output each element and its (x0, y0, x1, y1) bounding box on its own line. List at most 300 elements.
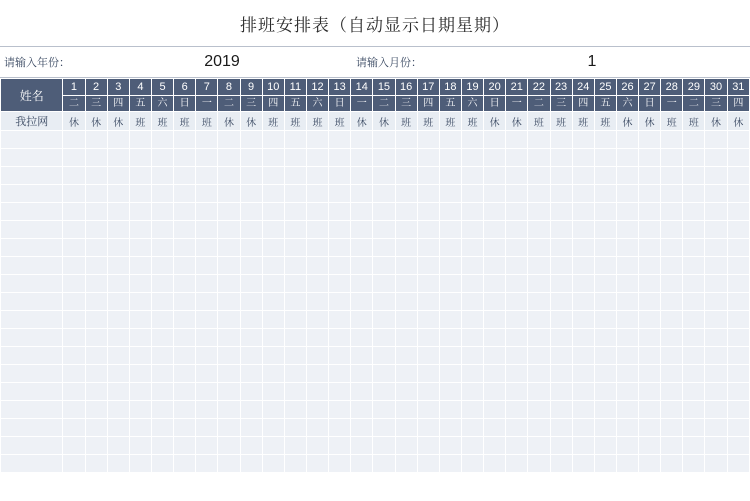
table-row[interactable] (1, 239, 750, 257)
shift-cell[interactable] (683, 311, 705, 329)
shift-cell[interactable] (528, 401, 550, 419)
shift-cell[interactable] (373, 419, 395, 437)
shift-cell[interactable] (506, 293, 528, 311)
shift-cell[interactable] (661, 149, 683, 167)
shift-cell[interactable] (683, 221, 705, 239)
shift-cell[interactable] (683, 455, 705, 473)
shift-cell[interactable] (329, 455, 351, 473)
shift-cell[interactable] (661, 329, 683, 347)
shift-cell[interactable] (174, 167, 196, 185)
shift-cell[interactable] (439, 437, 461, 455)
shift-cell[interactable] (661, 311, 683, 329)
shift-cell[interactable] (373, 383, 395, 401)
shift-cell[interactable] (661, 275, 683, 293)
shift-cell[interactable] (417, 275, 439, 293)
shift-cell[interactable] (63, 347, 85, 365)
shift-cell[interactable]: 班 (196, 112, 218, 131)
shift-cell[interactable] (616, 293, 638, 311)
shift-cell[interactable] (439, 383, 461, 401)
shift-cell[interactable] (705, 455, 727, 473)
shift-cell[interactable] (683, 149, 705, 167)
shift-cell[interactable] (705, 149, 727, 167)
shift-cell[interactable] (484, 149, 506, 167)
shift-cell[interactable] (439, 275, 461, 293)
shift-cell[interactable] (107, 365, 129, 383)
shift-cell[interactable] (572, 149, 594, 167)
shift-cell[interactable] (395, 293, 417, 311)
shift-cell[interactable] (240, 437, 262, 455)
shift-cell[interactable] (240, 239, 262, 257)
shift-cell[interactable]: 休 (484, 112, 506, 131)
shift-cell[interactable] (129, 149, 151, 167)
shift-cell[interactable] (550, 329, 572, 347)
shift-cell[interactable] (572, 437, 594, 455)
shift-cell[interactable] (196, 167, 218, 185)
shift-cell[interactable] (705, 203, 727, 221)
shift-cell[interactable] (639, 293, 661, 311)
shift-cell[interactable] (661, 203, 683, 221)
shift-cell[interactable] (550, 437, 572, 455)
shift-cell[interactable] (395, 401, 417, 419)
shift-cell[interactable] (284, 149, 306, 167)
shift-cell[interactable] (683, 365, 705, 383)
shift-cell[interactable] (594, 365, 616, 383)
shift-cell[interactable] (506, 401, 528, 419)
shift-cell[interactable] (594, 275, 616, 293)
shift-cell[interactable] (351, 257, 373, 275)
shift-cell[interactable] (528, 293, 550, 311)
shift-cell[interactable] (683, 293, 705, 311)
shift-cell[interactable] (461, 149, 483, 167)
shift-cell[interactable] (107, 257, 129, 275)
shift-cell[interactable] (594, 401, 616, 419)
shift-cell[interactable] (616, 401, 638, 419)
shift-cell[interactable] (107, 437, 129, 455)
shift-cell[interactable] (240, 203, 262, 221)
shift-cell[interactable] (461, 437, 483, 455)
shift-cell[interactable]: 班 (129, 112, 151, 131)
shift-cell[interactable]: 班 (417, 112, 439, 131)
employee-name[interactable] (1, 149, 63, 167)
shift-cell[interactable]: 班 (284, 112, 306, 131)
shift-cell[interactable] (129, 365, 151, 383)
shift-cell[interactable] (351, 293, 373, 311)
table-row[interactable] (1, 419, 750, 437)
shift-cell[interactable] (661, 455, 683, 473)
shift-cell[interactable] (417, 437, 439, 455)
shift-cell[interactable] (284, 437, 306, 455)
table-row[interactable] (1, 437, 750, 455)
shift-cell[interactable] (85, 311, 107, 329)
shift-cell[interactable] (174, 383, 196, 401)
employee-name[interactable] (1, 293, 63, 311)
shift-cell[interactable]: 班 (528, 112, 550, 131)
shift-cell[interactable] (550, 203, 572, 221)
shift-cell[interactable] (174, 419, 196, 437)
shift-cell[interactable] (174, 149, 196, 167)
shift-cell[interactable] (506, 167, 528, 185)
shift-cell[interactable] (484, 185, 506, 203)
shift-cell[interactable] (107, 329, 129, 347)
table-row[interactable] (1, 329, 750, 347)
shift-cell[interactable] (594, 239, 616, 257)
shift-cell[interactable] (174, 131, 196, 149)
shift-cell[interactable] (373, 437, 395, 455)
shift-cell[interactable] (616, 131, 638, 149)
shift-cell[interactable] (639, 437, 661, 455)
shift-cell[interactable] (484, 329, 506, 347)
shift-cell[interactable] (196, 311, 218, 329)
shift-cell[interactable] (262, 239, 284, 257)
shift-cell[interactable] (705, 167, 727, 185)
shift-cell[interactable] (727, 239, 749, 257)
shift-cell[interactable] (506, 131, 528, 149)
shift-cell[interactable] (196, 131, 218, 149)
shift-cell[interactable] (85, 167, 107, 185)
shift-cell[interactable] (174, 221, 196, 239)
shift-cell[interactable] (63, 131, 85, 149)
shift-cell[interactable] (107, 383, 129, 401)
shift-cell[interactable] (727, 221, 749, 239)
shift-cell[interactable] (151, 185, 173, 203)
employee-name[interactable] (1, 257, 63, 275)
shift-cell[interactable] (351, 455, 373, 473)
shift-cell[interactable] (550, 239, 572, 257)
shift-cell[interactable] (151, 239, 173, 257)
shift-cell[interactable] (484, 257, 506, 275)
shift-cell[interactable] (616, 239, 638, 257)
shift-cell[interactable] (196, 437, 218, 455)
shift-cell[interactable] (661, 131, 683, 149)
shift-cell[interactable] (373, 293, 395, 311)
shift-cell[interactable] (417, 149, 439, 167)
shift-cell[interactable] (373, 347, 395, 365)
shift-cell[interactable] (306, 149, 328, 167)
shift-cell[interactable] (262, 221, 284, 239)
shift-cell[interactable]: 休 (639, 112, 661, 131)
employee-name[interactable] (1, 329, 63, 347)
shift-cell[interactable] (439, 239, 461, 257)
shift-cell[interactable] (174, 455, 196, 473)
shift-cell[interactable] (373, 401, 395, 419)
shift-cell[interactable] (705, 275, 727, 293)
shift-cell[interactable] (85, 347, 107, 365)
shift-cell[interactable] (727, 437, 749, 455)
shift-cell[interactable] (218, 383, 240, 401)
shift-cell[interactable] (550, 257, 572, 275)
shift-cell[interactable] (240, 329, 262, 347)
shift-cell[interactable] (661, 239, 683, 257)
shift-cell[interactable] (284, 185, 306, 203)
shift-cell[interactable] (727, 419, 749, 437)
shift-cell[interactable] (639, 149, 661, 167)
employee-name[interactable] (1, 221, 63, 239)
shift-cell[interactable] (329, 383, 351, 401)
shift-cell[interactable]: 班 (572, 112, 594, 131)
shift-cell[interactable] (461, 239, 483, 257)
shift-cell[interactable] (550, 221, 572, 239)
shift-cell[interactable] (727, 365, 749, 383)
shift-cell[interactable] (572, 275, 594, 293)
shift-cell[interactable] (240, 347, 262, 365)
shift-cell[interactable] (506, 419, 528, 437)
shift-cell[interactable] (85, 203, 107, 221)
shift-cell[interactable] (107, 131, 129, 149)
shift-cell[interactable] (395, 185, 417, 203)
shift-cell[interactable] (639, 311, 661, 329)
shift-cell[interactable] (484, 455, 506, 473)
shift-cell[interactable] (151, 455, 173, 473)
shift-cell[interactable] (506, 383, 528, 401)
shift-cell[interactable] (616, 167, 638, 185)
shift-cell[interactable] (262, 185, 284, 203)
shift-cell[interactable] (661, 185, 683, 203)
shift-cell[interactable] (151, 311, 173, 329)
shift-cell[interactable] (727, 329, 749, 347)
shift-cell[interactable] (661, 365, 683, 383)
shift-cell[interactable] (329, 329, 351, 347)
shift-cell[interactable] (439, 221, 461, 239)
shift-cell[interactable] (284, 311, 306, 329)
shift-cell[interactable] (594, 167, 616, 185)
shift-cell[interactable] (107, 275, 129, 293)
shift-cell[interactable] (395, 347, 417, 365)
shift-cell[interactable] (107, 401, 129, 419)
shift-cell[interactable] (329, 257, 351, 275)
shift-cell[interactable] (129, 185, 151, 203)
shift-cell[interactable] (151, 329, 173, 347)
shift-cell[interactable] (461, 401, 483, 419)
shift-cell[interactable] (550, 401, 572, 419)
shift-cell[interactable] (85, 419, 107, 437)
shift-cell[interactable] (439, 131, 461, 149)
shift-cell[interactable] (85, 149, 107, 167)
shift-cell[interactable] (461, 455, 483, 473)
shift-cell[interactable] (395, 455, 417, 473)
shift-cell[interactable] (151, 203, 173, 221)
shift-cell[interactable] (351, 419, 373, 437)
shift-cell[interactable] (528, 311, 550, 329)
shift-cell[interactable] (351, 437, 373, 455)
shift-cell[interactable] (85, 221, 107, 239)
shift-cell[interactable] (262, 365, 284, 383)
shift-cell[interactable] (439, 365, 461, 383)
shift-cell[interactable] (329, 293, 351, 311)
shift-cell[interactable] (63, 293, 85, 311)
shift-cell[interactable] (639, 203, 661, 221)
shift-cell[interactable] (683, 329, 705, 347)
shift-cell[interactable] (196, 329, 218, 347)
shift-cell[interactable] (63, 167, 85, 185)
shift-cell[interactable] (373, 131, 395, 149)
shift-cell[interactable] (461, 365, 483, 383)
shift-cell[interactable]: 休 (506, 112, 528, 131)
shift-cell[interactable] (683, 131, 705, 149)
table-row[interactable] (1, 149, 750, 167)
shift-cell[interactable] (284, 257, 306, 275)
shift-cell[interactable]: 休 (727, 112, 749, 131)
shift-cell[interactable] (461, 347, 483, 365)
shift-cell[interactable] (151, 347, 173, 365)
shift-cell[interactable] (151, 419, 173, 437)
shift-cell[interactable] (196, 185, 218, 203)
table-row[interactable] (1, 365, 750, 383)
shift-cell[interactable] (240, 419, 262, 437)
shift-cell[interactable] (461, 329, 483, 347)
shift-cell[interactable] (218, 455, 240, 473)
shift-cell[interactable] (63, 239, 85, 257)
shift-cell[interactable] (639, 185, 661, 203)
shift-cell[interactable]: 休 (705, 112, 727, 131)
shift-cell[interactable] (506, 239, 528, 257)
shift-cell[interactable] (461, 311, 483, 329)
shift-cell[interactable] (639, 383, 661, 401)
shift-cell[interactable] (417, 293, 439, 311)
shift-cell[interactable]: 班 (550, 112, 572, 131)
shift-cell[interactable] (705, 419, 727, 437)
shift-cell[interactable] (351, 185, 373, 203)
shift-cell[interactable] (395, 419, 417, 437)
shift-cell[interactable] (639, 365, 661, 383)
shift-cell[interactable] (262, 257, 284, 275)
shift-cell[interactable] (329, 149, 351, 167)
shift-cell[interactable] (107, 221, 129, 239)
shift-cell[interactable] (395, 167, 417, 185)
shift-cell[interactable] (373, 365, 395, 383)
shift-cell[interactable]: 班 (395, 112, 417, 131)
shift-cell[interactable] (129, 347, 151, 365)
shift-cell[interactable] (528, 239, 550, 257)
shift-cell[interactable] (572, 257, 594, 275)
shift-cell[interactable] (572, 293, 594, 311)
shift-cell[interactable] (484, 383, 506, 401)
shift-cell[interactable] (63, 365, 85, 383)
shift-cell[interactable] (506, 311, 528, 329)
shift-cell[interactable] (594, 257, 616, 275)
shift-cell[interactable] (306, 257, 328, 275)
shift-cell[interactable] (461, 383, 483, 401)
shift-cell[interactable] (484, 275, 506, 293)
shift-cell[interactable] (484, 239, 506, 257)
shift-cell[interactable] (661, 221, 683, 239)
shift-cell[interactable] (395, 275, 417, 293)
shift-cell[interactable] (550, 419, 572, 437)
shift-cell[interactable] (572, 311, 594, 329)
employee-name[interactable]: 我拉网 (1, 112, 63, 131)
shift-cell[interactable] (329, 167, 351, 185)
shift-cell[interactable] (661, 167, 683, 185)
employee-name[interactable] (1, 311, 63, 329)
shift-cell[interactable] (550, 293, 572, 311)
shift-cell[interactable] (616, 383, 638, 401)
employee-name[interactable] (1, 401, 63, 419)
shift-cell[interactable] (616, 437, 638, 455)
shift-cell[interactable] (572, 455, 594, 473)
shift-cell[interactable] (218, 257, 240, 275)
shift-cell[interactable] (129, 329, 151, 347)
shift-cell[interactable] (63, 383, 85, 401)
shift-cell[interactable] (218, 437, 240, 455)
shift-cell[interactable] (616, 257, 638, 275)
shift-cell[interactable] (351, 347, 373, 365)
table-row[interactable] (1, 167, 750, 185)
shift-cell[interactable] (395, 149, 417, 167)
shift-cell[interactable] (373, 167, 395, 185)
shift-cell[interactable] (306, 383, 328, 401)
shift-cell[interactable] (683, 167, 705, 185)
shift-cell[interactable] (484, 131, 506, 149)
table-row[interactable] (1, 293, 750, 311)
shift-cell[interactable] (705, 383, 727, 401)
shift-cell[interactable] (262, 167, 284, 185)
shift-cell[interactable] (528, 167, 550, 185)
shift-cell[interactable] (373, 239, 395, 257)
shift-cell[interactable] (528, 419, 550, 437)
shift-cell[interactable] (85, 239, 107, 257)
shift-cell[interactable] (639, 167, 661, 185)
shift-cell[interactable] (461, 167, 483, 185)
shift-cell[interactable] (329, 401, 351, 419)
shift-cell[interactable] (528, 221, 550, 239)
shift-cell[interactable] (218, 401, 240, 419)
shift-cell[interactable] (107, 293, 129, 311)
shift-cell[interactable]: 休 (351, 112, 373, 131)
shift-cell[interactable] (705, 221, 727, 239)
shift-cell[interactable] (284, 221, 306, 239)
shift-cell[interactable] (174, 275, 196, 293)
shift-cell[interactable] (351, 329, 373, 347)
shift-cell[interactable] (461, 131, 483, 149)
shift-cell[interactable] (705, 311, 727, 329)
shift-cell[interactable] (506, 257, 528, 275)
shift-cell[interactable] (417, 185, 439, 203)
shift-cell[interactable] (329, 203, 351, 221)
shift-cell[interactable] (395, 311, 417, 329)
shift-cell[interactable] (395, 365, 417, 383)
shift-cell[interactable] (461, 203, 483, 221)
shift-cell[interactable] (484, 221, 506, 239)
shift-cell[interactable] (594, 185, 616, 203)
shift-cell[interactable] (727, 401, 749, 419)
shift-cell[interactable] (395, 221, 417, 239)
shift-cell[interactable] (373, 185, 395, 203)
shift-cell[interactable] (683, 275, 705, 293)
shift-cell[interactable] (262, 437, 284, 455)
shift-cell[interactable] (461, 293, 483, 311)
shift-cell[interactable] (262, 383, 284, 401)
shift-cell[interactable] (572, 347, 594, 365)
shift-cell[interactable] (151, 401, 173, 419)
shift-cell[interactable] (85, 401, 107, 419)
shift-cell[interactable] (439, 167, 461, 185)
shift-cell[interactable] (284, 455, 306, 473)
shift-cell[interactable] (85, 293, 107, 311)
shift-cell[interactable] (594, 347, 616, 365)
shift-cell[interactable] (417, 311, 439, 329)
shift-cell[interactable] (107, 455, 129, 473)
shift-cell[interactable] (240, 221, 262, 239)
shift-cell[interactable]: 班 (151, 112, 173, 131)
shift-cell[interactable] (661, 419, 683, 437)
shift-cell[interactable] (63, 311, 85, 329)
shift-cell[interactable] (196, 203, 218, 221)
table-row[interactable] (1, 275, 750, 293)
shift-cell[interactable] (329, 239, 351, 257)
shift-cell[interactable] (63, 185, 85, 203)
shift-cell[interactable] (705, 365, 727, 383)
shift-cell[interactable] (616, 149, 638, 167)
shift-cell[interactable] (262, 311, 284, 329)
